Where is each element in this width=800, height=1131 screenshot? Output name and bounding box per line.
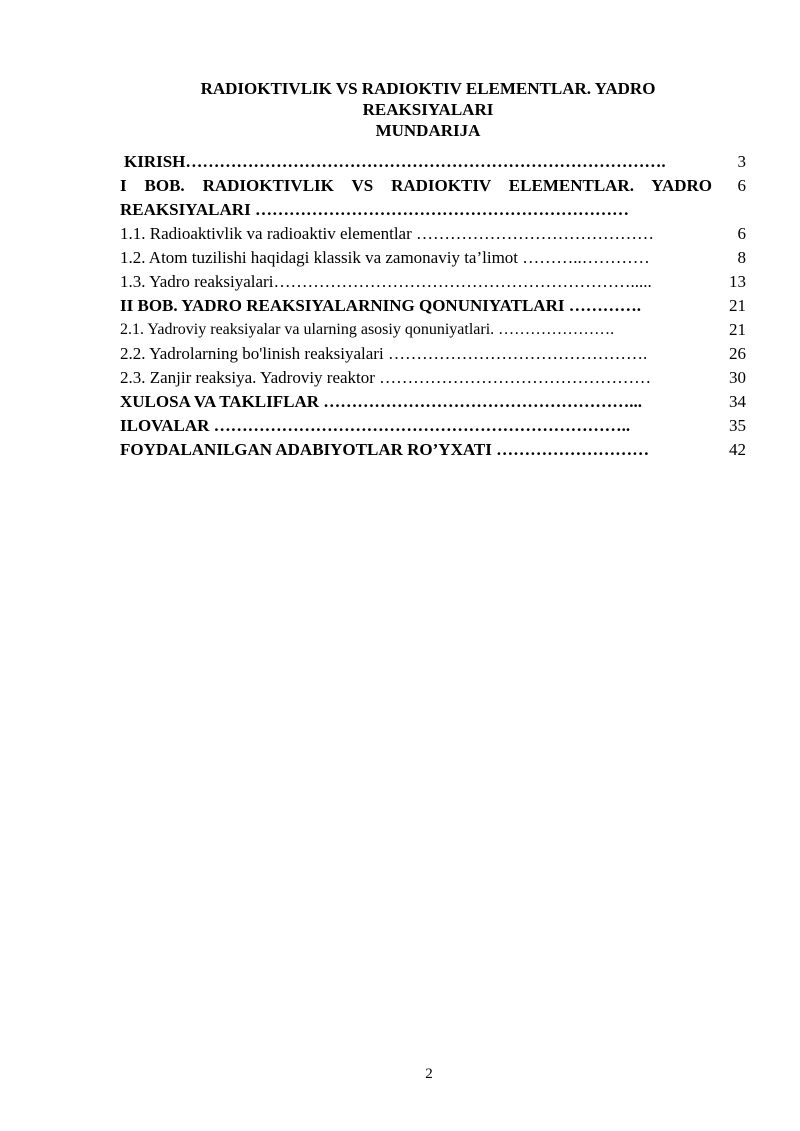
- toc-entry-text: FOYDALANILGAN ADABIYOTLAR RO’YXATI ………………………: [120, 440, 650, 459]
- toc-entry-page: 8: [737, 248, 746, 267]
- table-of-contents: [120, 150, 746, 462]
- toc-entry-text: ILOVALAR ………………………………………………………………..: [120, 416, 631, 435]
- title-line-1: RADIOKTIVLIK VS RADIOKTIV ELEMENTLAR. YADRO: [200, 79, 656, 98]
- toc-entry-page: 13: [729, 272, 746, 291]
- toc-entry-page: 21: [729, 296, 746, 315]
- toc-entry-text: 1.2. Atom tuzilishi haqidagi klassik va zamonaviy ta’limot ………..…………: [120, 248, 650, 267]
- toc-entry-page: 35: [729, 416, 746, 435]
- toc-entry-text: 1.1. Radioaktivlik va radioaktiv elementlar ……………………………………: [120, 224, 654, 243]
- toc-entry-page: 26: [729, 344, 746, 363]
- toc-entry-ilovalar[interactable]: [120, 414, 746, 438]
- toc-entry-text: 2.2. Yadrolarning bo'linish reaksiyalari ……………………………………….: [120, 344, 648, 363]
- toc-entry-xulosa[interactable]: [120, 390, 746, 414]
- toc-entry-text: KIRISH………………………………………………………………………….: [124, 152, 666, 171]
- toc-entry-text: I BOB. RADIOKTIVLIK VS RADIOKTIV ELEMENTLAR. YADRO REAKSIYALARI …………………………………………………………: [120, 176, 712, 219]
- toc-entry-chapter-2[interactable]: [120, 294, 746, 318]
- toc-entry-chapter-1[interactable]: [120, 174, 746, 222]
- document-title: [120, 78, 736, 141]
- toc-entry-2-3[interactable]: [120, 366, 746, 390]
- toc-entry-1-2[interactable]: [120, 246, 746, 270]
- toc-heading: MUNDARIJA: [375, 121, 481, 140]
- toc-entry-kirish[interactable]: [120, 150, 746, 174]
- title-line-2: REAKSIYALARI: [362, 100, 494, 119]
- toc-entry-page: 3: [737, 152, 746, 171]
- toc-entry-2-1[interactable]: [120, 318, 746, 342]
- toc-entry-page: 42: [729, 440, 746, 459]
- toc-entry-text: 2.3. Zanjir reaksiya. Yadroviy reaktor …………………………………………: [120, 368, 652, 387]
- toc-entry-2-2[interactable]: [120, 342, 746, 366]
- toc-entry-text: XULOSA VA TAKLIFLAR ………………………………………………...: [120, 392, 643, 411]
- toc-entry-text: II BOB. YADRO REAKSIYALARNING QONUNIYATLARI ………….: [120, 296, 641, 315]
- toc-entry-page: 30: [729, 368, 746, 387]
- toc-entry-1-1[interactable]: [120, 222, 746, 246]
- toc-entry-page: 6: [737, 224, 746, 243]
- toc-entry-page: 21: [729, 320, 746, 339]
- toc-entry-1-3[interactable]: [120, 270, 746, 294]
- toc-entry-page: 34: [729, 392, 746, 411]
- toc-entry-text: 1.3. Yadro reaksiyalari……………………………………………………….....: [120, 272, 652, 291]
- page-number: 2: [425, 1066, 433, 1082]
- toc-entry-page: 6: [737, 176, 746, 195]
- toc-entry-text: 2.1. Yadroviy reaksiyalar va ularning asosiy qonuniyatlari. ………………….: [120, 321, 615, 338]
- toc-entry-adabiyotlar[interactable]: [120, 438, 746, 462]
